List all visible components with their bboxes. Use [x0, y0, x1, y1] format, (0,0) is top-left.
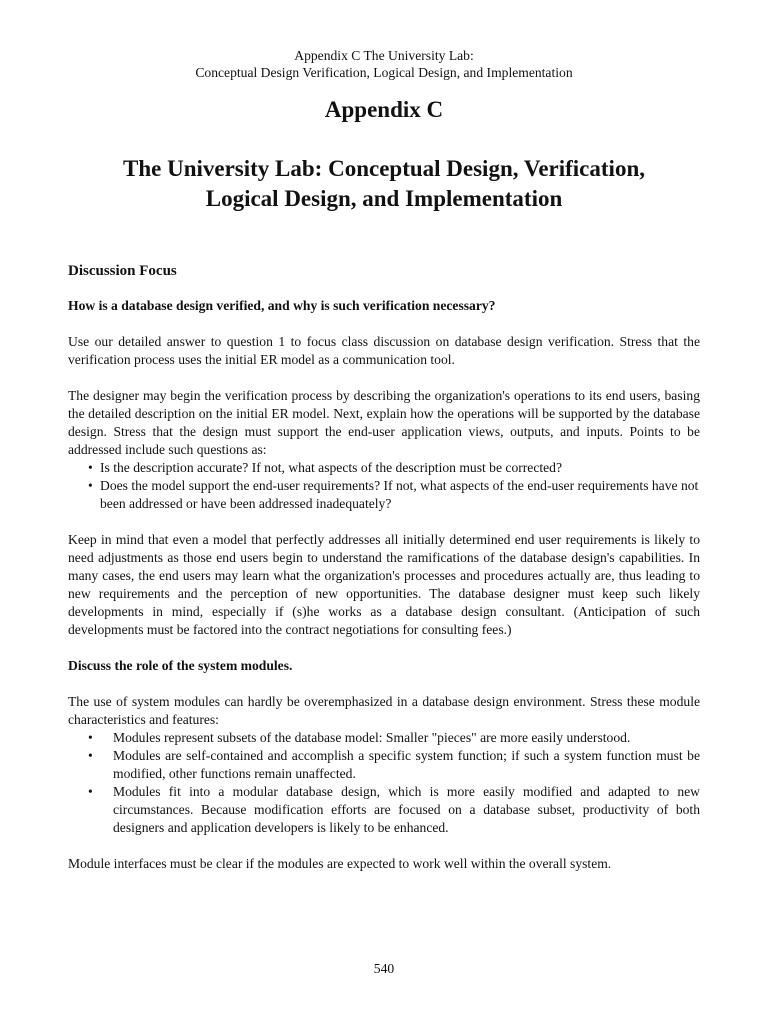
bullet-list-1	[68, 459, 700, 513]
list-item-text: Modules are self-contained and accomplish a specific system function; if such a system function must be modified, other functions remain unaffected.	[113, 748, 700, 781]
list-item	[78, 459, 700, 477]
appendix-title: Appendix C	[324, 97, 444, 122]
document-title-line-1: The University Lab: Conceptual Design, Verification,	[123, 156, 645, 181]
document-title-line-2: Logical Design, and Implementation	[205, 186, 563, 211]
bullet-icon: •	[88, 460, 93, 475]
paragraph-5: Module interfaces must be clear if the modules are expected to work well within the overall system.	[68, 856, 612, 871]
running-header	[0, 47, 768, 81]
bullet-list-2	[68, 729, 700, 837]
list-item	[68, 783, 700, 837]
list-item	[68, 729, 700, 747]
list-item-text: Does the model support the end-user requirements? If not, what aspects of the end-user requirements have not been addressed or have been addressed inadequately?	[100, 478, 699, 511]
running-header-line-1: Appendix C The University Lab:	[294, 48, 474, 63]
paragraph-2: The designer may begin the verification process by describing the organization's operations to its end users, basing the detailed description on the initial ER model. Next, explain how the operations will be supported by the database design. Stress that the design must support the end-user application views, outputs, and inputs. Points to be addressed include such questions as:	[68, 388, 700, 457]
list-item	[78, 477, 700, 513]
page-number: 540	[373, 961, 395, 976]
paragraph-4: The use of system modules can hardly be overemphasized in a database design environment. Stress these module characteristics and features:	[68, 694, 700, 727]
list-item-text: Modules represent subsets of the database model: Smaller "pieces" are more easily understood.	[113, 730, 631, 745]
bullet-icon: •	[88, 478, 93, 493]
document-title	[60, 154, 708, 214]
question-2: Discuss the role of the system modules.	[68, 658, 293, 673]
paragraph-3: Keep in mind that even a model that perfectly addresses all initially determined end user requirements is likely to need adjustments as those end users begin to understand the ramifications of the database design's capabilities. In many cases, the end users may learn what the organization's processes and procedures actually are, thus leading to new requirements and the perception of new opportunities. The database designer must keep such likely developments in mind, especially if (s)he works as a database design consultant. (Anticipation of such developments must be factored into the contract negotiations for consulting fees.)	[68, 532, 700, 637]
running-header-line-2: Conceptual Design Verification, Logical Design, and Implementation	[195, 65, 573, 80]
bullet-icon: •	[88, 748, 93, 763]
question-1: How is a database design verified, and why is such verification necessary?	[68, 298, 496, 313]
bullet-icon: •	[88, 784, 93, 799]
list-item	[68, 747, 700, 783]
bullet-icon: •	[88, 730, 93, 745]
list-item-text: Is the description accurate? If not, what aspects of the description must be corrected?	[100, 460, 563, 475]
paragraph-1: Use our detailed answer to question 1 to focus class discussion on database design verification. Stress that the verification process uses the initial ER model as a communication tool.	[68, 334, 700, 367]
page-content	[68, 262, 700, 891]
section-heading: Discussion Focus	[68, 263, 177, 279]
list-item-text: Modules fit into a modular database design, which is more easily modified and adapted to new circumstances. Because modification efforts are focused on a database subset, productivity of both designers and application developers is likely to be enhanced.	[113, 784, 700, 835]
